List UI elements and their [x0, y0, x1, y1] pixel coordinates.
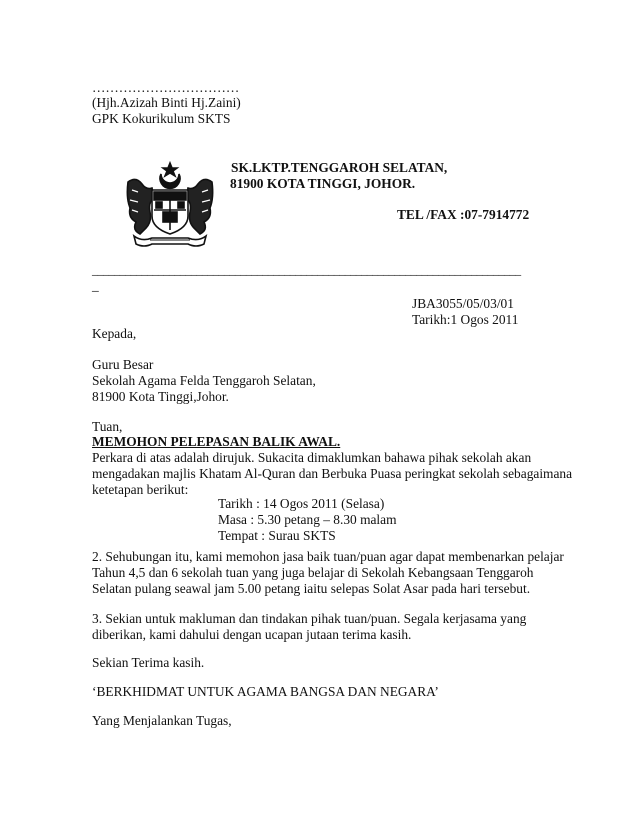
paragraph-1-line: Perkara di atas adalah dirujuk. Sukacita dimaklumkan bahawa pihak sekolah akan	[92, 450, 532, 465]
coat-of-arms-icon	[120, 160, 220, 248]
recipient-institution: Sekolah Agama Felda Tenggaroh Selatan,	[92, 373, 316, 388]
recipient-address: 81900 Kota Tinggi,Johor.	[92, 389, 229, 404]
paragraph-2-line: Tahun 4,5 dan 6 sekolah tuan yang juga belajar di Sekolah Kebangsaan Tenggaroh	[92, 565, 534, 580]
paragraph-1-line: ketetapan berikut:	[92, 482, 189, 497]
school-address: 81900 KOTA TINGGI, JOHOR.	[230, 176, 416, 191]
closing-thanks: Sekian Terima kasih.	[92, 655, 205, 670]
motto: ‘BERKHIDMAT UNTUK AGAMA BANGSA DAN NEGARA’	[92, 684, 439, 699]
signatory-name: (Hjh.Azizah Binti Hj.Zaini)	[92, 95, 241, 110]
signatory-position: GPK Kokurikulum SKTS	[92, 111, 231, 126]
divider-tail: _	[92, 278, 99, 293]
tel-fax: TEL /FAX :07-7914772	[397, 207, 530, 222]
letter-date: Tarikh:1 Ogos 2011	[412, 312, 519, 327]
event-time: Masa : 5.30 petang – 8.30 malam	[218, 512, 397, 527]
school-name: SK.LKTP.TENGGAROH SELATAN,	[231, 160, 448, 175]
signature-dots: ……………………………	[92, 80, 240, 95]
paragraph-3-line: diberikan, kami dahului dengan ucapan jutaan terima kasih.	[92, 627, 412, 642]
paragraph-2-line: 2. Sehubungan itu, kami memohon jasa baik tuan/puan agar dapat membenarkan pelajar	[92, 549, 564, 564]
recipient-label: Kepada,	[92, 326, 137, 341]
sign-off: Yang Menjalankan Tugas,	[92, 713, 232, 728]
paragraph-3-line: 3. Sekian untuk makluman dan tindakan pihak tuan/puan. Segala kerjasama yang	[92, 611, 527, 626]
recipient-title: Guru Besar	[92, 357, 154, 372]
event-date: Tarikh : 14 Ogos 2011 (Selasa)	[218, 496, 385, 511]
letter-subject: MEMOHON PELEPASAN BALIK AWAL.	[92, 434, 341, 449]
event-venue: Tempat : Surau SKTS	[218, 528, 336, 543]
paragraph-1-line: mengadakan majlis Khatam Al-Quran dan Berbuka Puasa peringkat sekolah sebagaimana	[92, 466, 573, 481]
paragraph-2-line: Selatan pulang seawal jam 5.00 petang iaitu selepas Solat Asar pada hari tersebut.	[92, 581, 531, 596]
salutation: Tuan,	[92, 419, 123, 434]
reference-number: JBA3055/05/03/01	[412, 296, 514, 311]
divider-line: ______________________________________________________________________________	[92, 263, 521, 277]
